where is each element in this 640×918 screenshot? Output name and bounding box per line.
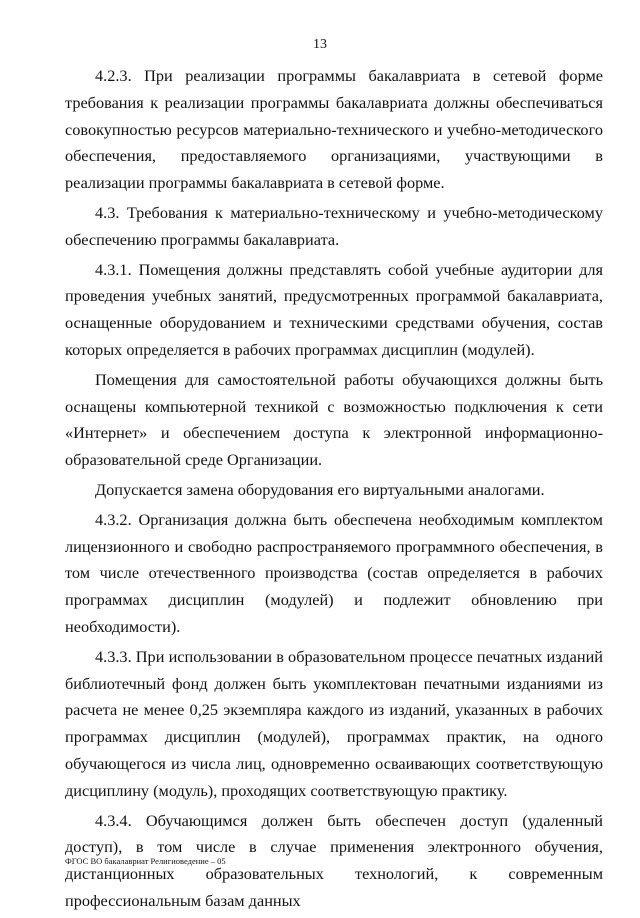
paragraph-4-3-2: 4.3.2. Организация должна быть обеспечена необходимым комплектом лицензионного и свободно распространяемого программного обеспечения, в том числе отечественного производства (состав определяется в рабочих программах дисциплин (модулей) и подлежит обновлению при необходимости). bbox=[65, 509, 603, 636]
paragraph-virtual-analogs: Допускается замена оборудования его виртуальными аналогами. bbox=[95, 479, 545, 499]
paragraph-4-3-3: 4.3.3. При использовании в образовательном процессе печатных изданий библиотечный фонд должен быть укомплектован печатными изданиями из расчета не менее 0,25 экземпляра каждого из изданий, указанных в рабочих программах дисциплин (модулей), программах практик, на одного обучающегося из числа лиц, одновременно осваивающих соответствующую дисциплину (модуль), проходящих соответствующую практику. bbox=[65, 646, 603, 800]
paragraph-4-3-4: 4.3.4. Обучающимся должен быть обеспечен доступ (удаленный доступ), в том числе в случае применения электронного обучения, дистанционных образовательных технологий, к современным профессиональным базам данных bbox=[65, 810, 603, 910]
paragraph-4-3-1: 4.3.1. Помещения должны представлять собой учебные аудитории для проведения учебных занятий, предусмотренных программой бакалавриата, оснащенные оборудованием и техническими средствами обучения, состав которых определяется в рабочих программах дисциплин (модулей). bbox=[65, 259, 603, 359]
paragraph-4-2-3: 4.2.3. При реализации программы бакалавриата в сетевой форме требования к реализации программы бакалавриата должны обеспечиваться совокупностью ресурсов материально-технического и учебно-методического обеспечения, предоставляемого организациями, участвующими в реализации программы бакалавриата в сетевой форме. bbox=[65, 66, 603, 193]
page-number: 13 bbox=[313, 37, 327, 52]
page-footer: ФГОС ВО бакалавриат Религиоведение – 05 bbox=[65, 856, 226, 866]
paragraph-self-study-rooms: Помещения для самостоятельной работы обучающихся должны быть оснащены компьютерной техникой с возможностью подключения к сети «Интернет» и обеспечением доступа к электронной информационно-образовательной среде Организации. bbox=[65, 369, 603, 470]
document-body bbox=[65, 63, 603, 918]
paragraph-4-3: 4.3. Требования к материально-техническому и учебно-методическому обеспечению программы бакалавриата. bbox=[65, 202, 603, 249]
